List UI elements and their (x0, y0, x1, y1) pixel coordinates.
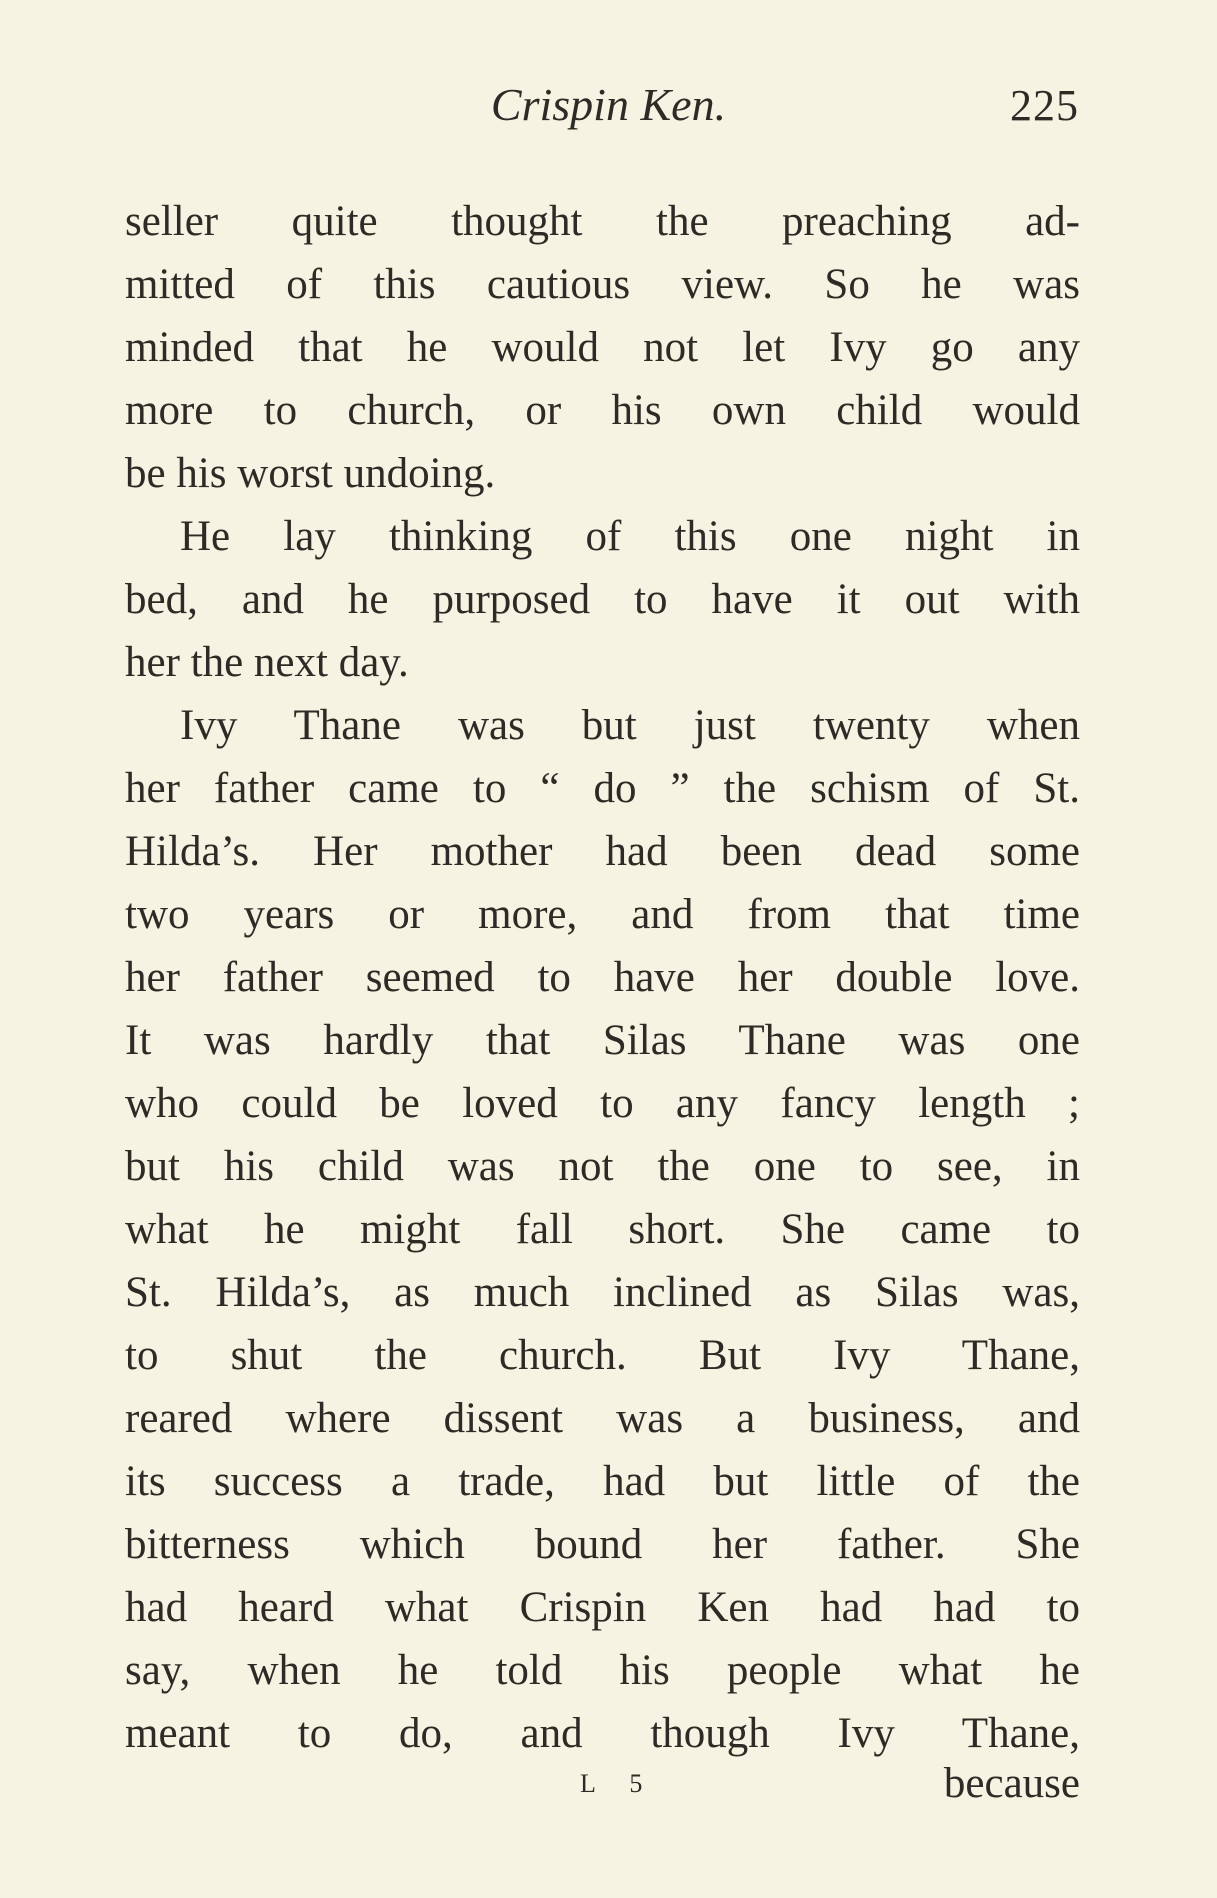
text-line: It was hardly that Silas Thane was one (125, 1017, 1080, 1064)
body-text (125, 190, 1080, 1765)
text-line: more to church, or his own child would (125, 387, 1080, 434)
text-line: say, when he told his people what he (125, 1647, 1080, 1694)
text-line: Hilda’s. Her mother had been dead some (125, 828, 1080, 875)
text-line: bed, and he purposed to have it out with (125, 576, 1080, 623)
text-line: two years or more, and from that time (125, 891, 1080, 938)
running-title: Crispin Ken. (490, 79, 727, 130)
page-header (0, 78, 1217, 138)
paragraph-start-line: Ivy Thane was but just twenty when (180, 702, 1080, 749)
text-line: reared where dissent was a business, and (125, 1395, 1080, 1442)
text-line: minded that he would not let Ivy go any (125, 324, 1080, 371)
text-line: had heard what Crispin Ken had had to (125, 1584, 1080, 1631)
text-line: its success a trade, had but little of the (125, 1458, 1080, 1505)
text-line: meant to do, and though Ivy Thane, (125, 1710, 1080, 1757)
text-line: but his child was not the one to see, in (125, 1143, 1080, 1190)
text-line: bitterness which bound her father. She (125, 1521, 1080, 1568)
paragraph-start-line: He lay thinking of this one night in (180, 513, 1080, 560)
text-line: mitted of this cautious view. So he was (125, 261, 1080, 308)
text-line: who could be loved to any fancy length ; (125, 1080, 1080, 1127)
text-line: to shut the church. But Ivy Thane, (125, 1332, 1080, 1379)
text-line: St. Hilda’s, as much inclined as Silas was, (125, 1269, 1080, 1316)
page-footer (125, 1752, 1080, 1815)
text-line: her the next day. (125, 639, 409, 686)
text-line: seller quite thought the preaching ad- (125, 198, 1080, 245)
page-number: 225 (1010, 81, 1079, 130)
signature-mark: L 5 (580, 1769, 657, 1798)
text-line: her father came to “ do ” the schism of St. (125, 765, 1080, 812)
text-line: what he might fall short. She came to (125, 1206, 1080, 1253)
catchword: because (943, 1760, 1080, 1807)
text-line: be his worst undoing. (125, 450, 496, 497)
text-line: her father seemed to have her double love. (125, 954, 1080, 1001)
